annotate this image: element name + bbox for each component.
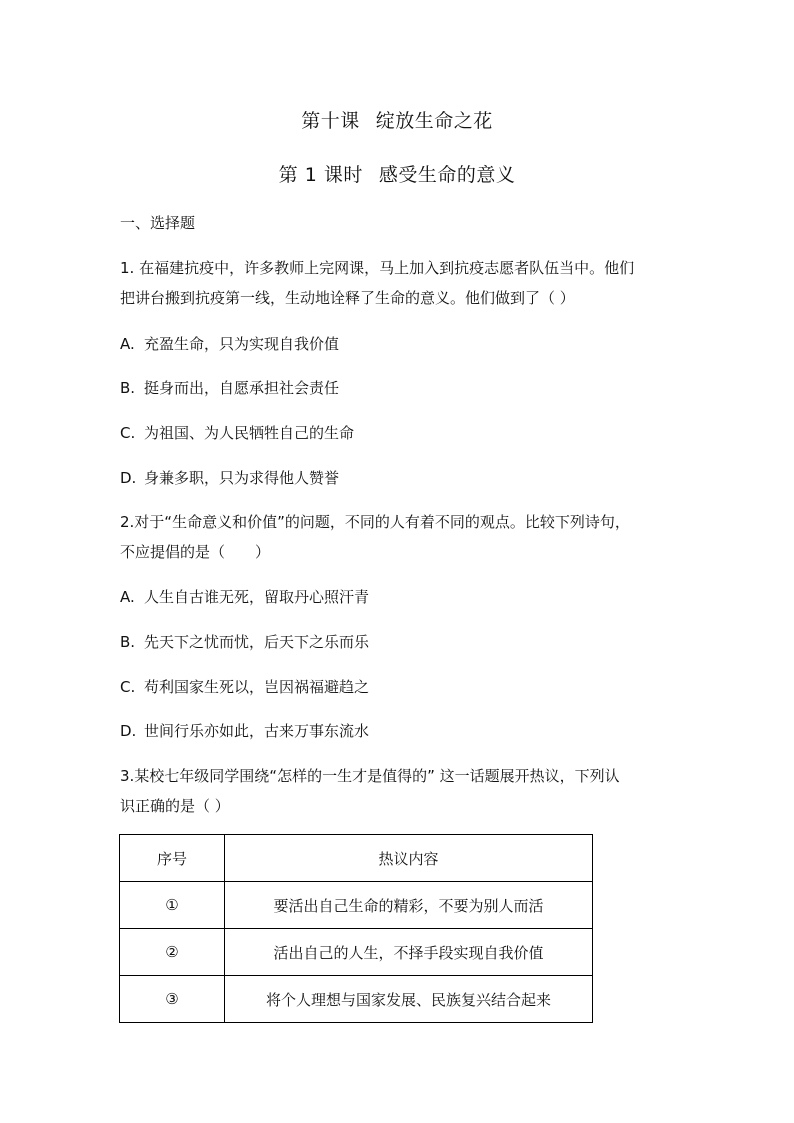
question-1-line-1: 1. 在福建抗疫中，许多教师上完网课，马上加入到抗疫志愿者队伍当中。他们	[120, 259, 635, 277]
question-1-option-d	[120, 467, 339, 488]
question-2-option-c	[120, 676, 369, 697]
option-letter: A.	[120, 335, 135, 353]
option-text: 身兼多职，只为求得他人赞誉	[144, 469, 340, 487]
question-3-line-1: 3.某校七年级同学围绕“怎样的一生才是值得的” 这一话题展开热议，下列认	[120, 767, 620, 785]
table-cell-content: 将个人理想与国家发展、民族复兴结合起来	[225, 976, 593, 1023]
option-text: 苟利国家生死以，岂因祸福避趋之	[144, 678, 370, 696]
question-2-line-1: 2.对于“生命意义和价值”的问题，不同的人有着不同的观点。比较下列诗句，	[120, 513, 630, 531]
table-row	[120, 882, 593, 929]
option-text: 充盈生命，只为实现自我价值	[144, 335, 340, 353]
question-1-option-c	[120, 422, 354, 443]
table-header-content: 热议内容	[225, 835, 593, 882]
question-1-line-2: 把讲台搬到抗疫第一线，生动地诠释了生命的意义。他们做到了（ ）	[120, 289, 575, 307]
option-text: 挺身而出，自愿承担社会责任	[144, 379, 340, 397]
option-text: 为祖国、为人民牺牲自己的生命	[144, 424, 355, 442]
section-heading: 一、选择题	[120, 214, 196, 232]
question-1-option-a	[120, 333, 339, 354]
option-letter: C.	[120, 678, 136, 696]
table-cell-number: ③	[120, 976, 225, 1023]
table-header-number: 序号	[120, 835, 225, 882]
table-cell-content: 要活出自己生命的精彩，不要为别人而活	[225, 882, 593, 929]
period-name: 感受生命的意义	[378, 164, 516, 186]
lesson-title	[0, 106, 794, 133]
question-2-option-b	[120, 631, 369, 652]
discussion-table	[119, 834, 593, 1023]
option-letter: D.	[120, 469, 137, 487]
lesson-name: 绽放生命之花	[375, 110, 493, 132]
option-text: 人生自古谁无死，留取丹心照汗青	[144, 588, 370, 606]
option-letter: C.	[120, 424, 136, 442]
option-letter: B.	[120, 379, 136, 397]
question-2-option-d	[120, 720, 369, 741]
question-2-option-a	[120, 586, 369, 607]
question-3-line-2: 识正确的是（ ）	[120, 797, 230, 815]
table-cell-number: ①	[120, 882, 225, 929]
lesson-number: 第十课	[301, 110, 360, 132]
period-number: 第 1 课时	[278, 164, 363, 186]
table-cell-number: ②	[120, 929, 225, 976]
table-row	[120, 929, 593, 976]
option-text: 世间行乐亦如此，古来万事东流水	[144, 722, 370, 740]
table-header-row	[120, 835, 593, 882]
question-1-option-b	[120, 377, 339, 398]
table-row	[120, 976, 593, 1023]
option-letter: A.	[120, 588, 135, 606]
option-letter: D.	[120, 722, 137, 740]
lesson-subtitle	[0, 160, 794, 187]
table-cell-content: 活出自己的人生，不择手段实现自我价值	[225, 929, 593, 976]
question-2-line-2: 不应提倡的是（ ）	[120, 543, 271, 561]
option-text: 先天下之忧而忧，后天下之乐而乐	[144, 633, 370, 651]
option-letter: B.	[120, 633, 136, 651]
